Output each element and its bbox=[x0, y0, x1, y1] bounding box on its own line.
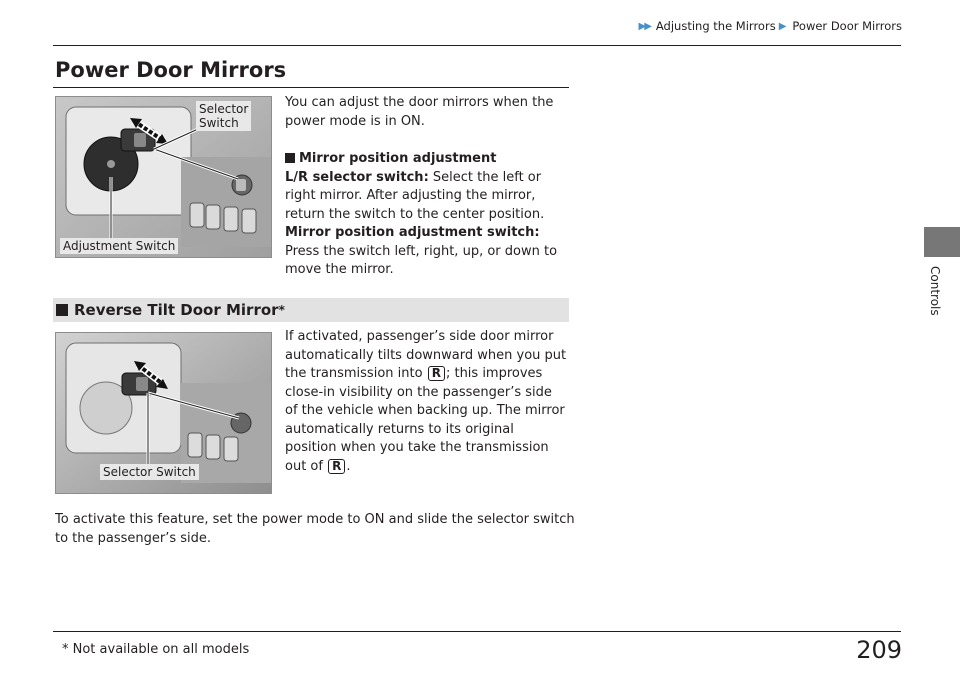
callout-adjustment-switch: Adjustment Switch bbox=[60, 238, 178, 254]
title-rule bbox=[53, 87, 569, 88]
footnote: * Not available on all models bbox=[62, 642, 250, 657]
mirror-position-block bbox=[285, 150, 567, 280]
activate-paragraph: To activate this feature, set the power mode to ON and slide the selector switch to the passenger’s side. bbox=[55, 512, 575, 546]
breadcrumb-part2[interactable]: Power Door Mirrors bbox=[792, 19, 902, 33]
reverse-gear-key: R bbox=[428, 366, 445, 381]
page-title: Power Door Mirrors bbox=[55, 58, 287, 82]
page-number: 209 bbox=[856, 636, 902, 664]
breadcrumb bbox=[639, 19, 903, 33]
intro-paragraph: You can adjust the door mirrors when the power mode is in ON. bbox=[285, 95, 554, 129]
header-rule bbox=[53, 45, 901, 46]
mirror-position-heading: Mirror position adjustment bbox=[285, 150, 567, 169]
square-bullet-icon bbox=[285, 153, 295, 163]
callout-selector-switch: Selector Switch bbox=[100, 464, 199, 480]
section-header-reverse-tilt: Reverse Tilt Door Mirror * bbox=[53, 298, 569, 322]
side-tab-marker bbox=[924, 227, 960, 257]
reverse-gear-key: R bbox=[328, 459, 345, 474]
lr-selector-description: L/R selector switch: Select the left or right mirror. After adjusting the mirror, return the switch to the center position. bbox=[285, 169, 545, 222]
arrow-icon: ▶ bbox=[778, 20, 787, 32]
side-tab-label: Controls bbox=[928, 266, 942, 316]
square-bullet-icon bbox=[56, 304, 68, 316]
footer-rule bbox=[53, 631, 901, 632]
mirror-adjust-description: Mirror position adjustment switch: Press the switch left, right, up, or down to move the mirror. bbox=[285, 225, 558, 277]
callout-selector-switch: Selector Switch bbox=[196, 101, 251, 131]
figure-mirror-switch bbox=[55, 96, 272, 258]
reverse-tilt-paragraph: If activated, passenger’s side door mirror automatically tilts downward when you put the transmission into R ; this improves close-in visibility on the passenger’s side of the vehicle when backing up. The mirror automatically returns to its original position when you take the transmission out of R . bbox=[285, 329, 567, 474]
double-arrow-icon: ▶▶ bbox=[638, 20, 650, 32]
figure-reverse-tilt-switch bbox=[55, 332, 272, 494]
breadcrumb-part1[interactable]: Adjusting the Mirrors bbox=[655, 19, 776, 33]
